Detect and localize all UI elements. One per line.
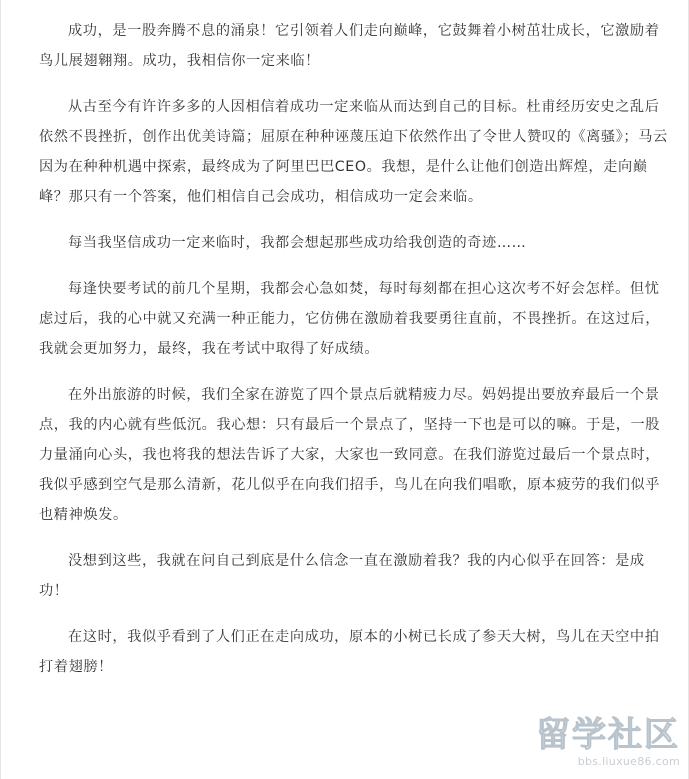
article-paragraph-5: 在外出旅游的时候，我们全家在游览了四个景点后就精疲力尽。妈妈提出要放弃最后一个景点，我的内心就有些低沉。我心想：只有最后一个景点了，坚持一下也是可以的嘛。于是，一股力量涌向心头，我也将我的想法告诉了大家，大家也一致同意。在我们游览过最后一个景点时，我似乎感到空气是那么清新，花儿似乎在向我们招手，鸟儿在向我们唱歌，原本疲劳的我们似乎也精神焕发。: [39, 387, 661, 523]
article-paragraph-6: 没想到这些，我就在问自己到底是什么信念一直在激励着我？我的内心似乎在回答：是成功！: [39, 553, 645, 599]
site-watermark: [480, 715, 680, 775]
watermark-url: bbs.liuxue86.com: [577, 755, 680, 768]
article-paragraph-1: 成功，是一股奔腾不息的涌泉！它引领着人们走向巅峰，它鼓舞着小树茁壮成长，它激励着鸟儿展翅翱翔。成功，我相信你一定来临！: [39, 23, 660, 69]
article-paragraph-3: 每当我坚信成功一定来临时，我都会想起那些成功给我创造的奇迹……: [68, 235, 527, 251]
watermark-logo-text: 留学社区: [536, 715, 680, 755]
article-paragraph-4: 每逢快要考试的前几个星期，我都会心急如焚，每时每刻都在担心这次考不好会怎样。但忧虑过后，我的心中就又充满一种正能力，它仿佛在激励着我要勇往直前，不畏挫折。在这过后，我就会更加努力，最终，我在考试中取得了好成绩。: [39, 281, 661, 357]
article-body: [39, 16, 669, 698]
article-paragraph-2: 从古至今有许许多多的人因相信着成功一定来临从而达到自己的目标。杜甫经历安史之乱后依然不畏挫折，创作出优美诗篇；屈原在种种诬蔑压迫下依然作出了令世人赞叹的《离骚》；马云因为在种种机遇中探索，最终成为了阿里巴巴CEO。我想，是什么让他们创造出辉煌，走向巅峰？那只有一个答案，他们相信自己会成功，相信成功一定会来临。: [39, 99, 668, 205]
article-paragraph-7: 在这时，我似乎看到了人们正在走向成功，原本的小树已长成了参天大树，鸟儿在天空中拍打着翅膀！: [39, 629, 660, 675]
